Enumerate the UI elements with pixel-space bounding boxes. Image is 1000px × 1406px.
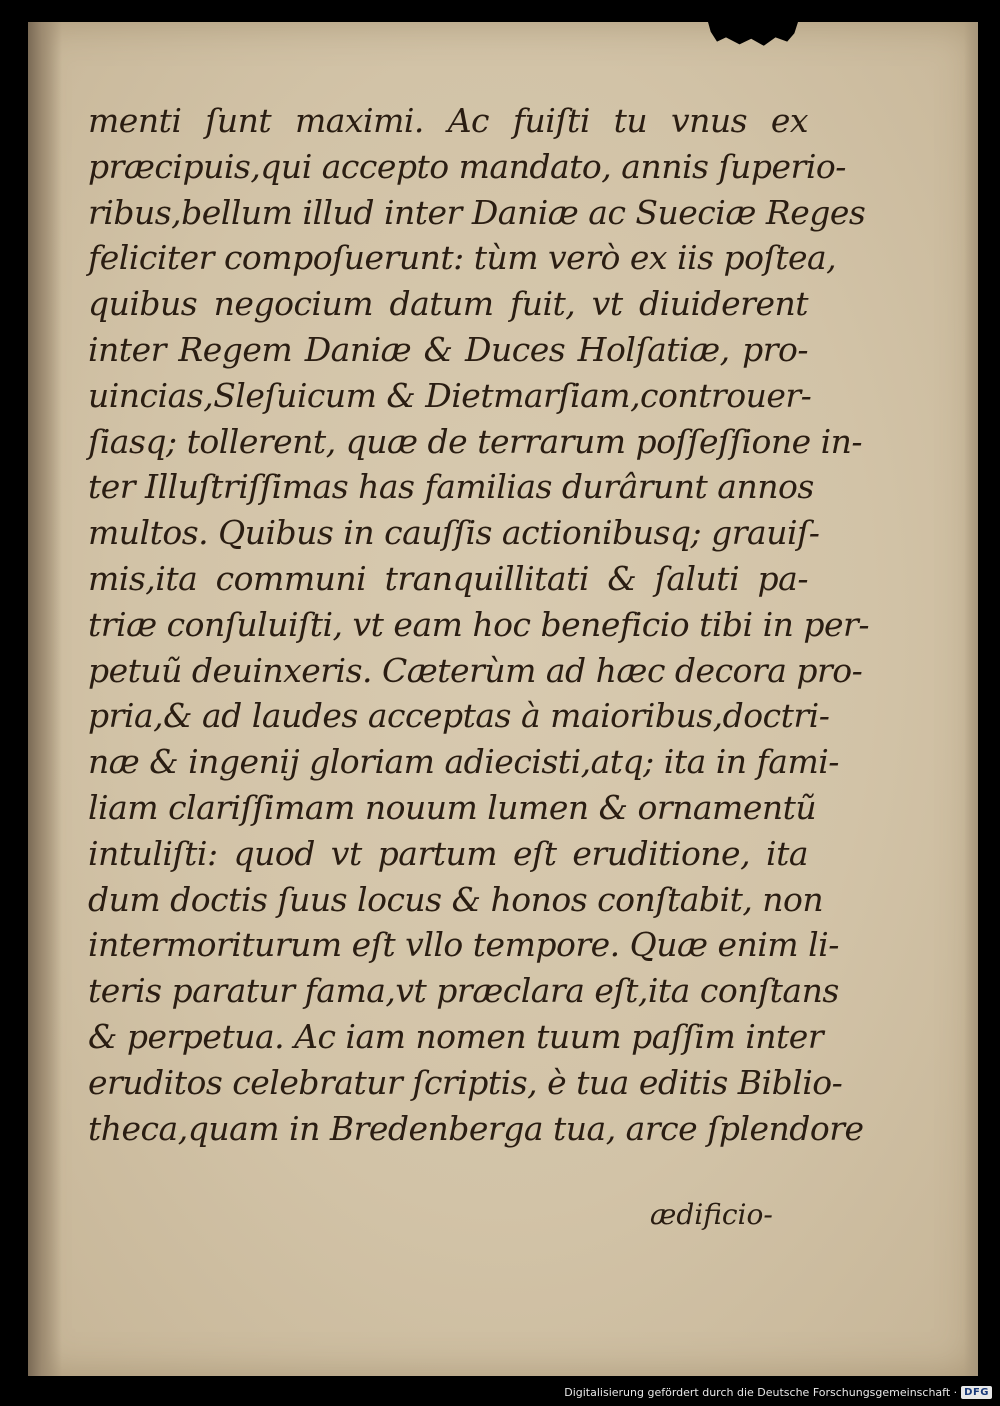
text-line: uincias,Sleſuicum & Dietmarſiam,controuer- [88,375,812,415]
credit-text: Digitalisierung gefördert durch die Deutsche Forschungsgemeinschaft · [564,1385,958,1399]
text-line: ter Illuſtriſſimas has familias durârunt annos [88,467,814,507]
text-line: multos. Quibus in cauſſis actionibusq; grauiſ- [88,513,820,553]
page-edge-shadow [964,22,978,1376]
text-line: liam clariſſimam nouum lumen & ornamentũ [88,787,817,827]
page-text [88,98,869,1151]
text-line: theca,quam in Bredenberga tua, arce ſplendore [88,1108,864,1148]
text-line: ſiasq; tollerent, quæ de terrarum poſſeſſione in- [88,421,863,461]
text-line: & perpetua. Ac iam nomen tuum paſſim inter [88,1016,824,1056]
text-line: næ & ingenij gloriam adiecisti,atq; ita in fami- [88,742,839,782]
text-line: intuliſti: quod vt partum eſt eruditione, ita [88,833,808,873]
text-line: quibus negocium datum fuit, vt diuiderent [88,284,808,324]
text-line: inter Regem Daniæ & Duces Holſatiæ, pro- [88,329,808,369]
page-tear [708,22,798,50]
text-line: præcipuis,qui accepto mandato, annis ſuperio- [88,146,846,186]
catchword: ædificio- [650,1198,773,1231]
text-line: teris paratur fama,vt præclara eſt,ita conſtans [88,971,839,1011]
text-line: feliciter compoſuerunt: tùm verò ex iis poſtea, [88,238,837,278]
text-line: triæ conſuluiſti, vt eam hoc beneficio tibi in per- [88,604,869,644]
text-line: petuũ deuinxeris. Cæterùm ad hæc decora pro- [88,650,863,690]
text-line: mis,ita communi tranquillitati & ſaluti pa- [88,558,808,598]
page-gutter-shadow [28,22,62,1376]
text-line: intermoriturum eſt vllo tempore. Quæ enim li- [88,925,839,965]
digitization-credit [564,1380,992,1404]
text-line: eruditos celebratur ſcriptis, è tua editis Biblio- [88,1062,843,1102]
text-line: ribus,bellum illud inter Daniæ ac Sueciæ Reges [88,192,866,232]
dfg-logo-icon: DFG [961,1386,992,1399]
text-line: menti ſunt maximi. Ac fuiſti tu vnus ex [88,101,808,140]
text-line: pria,& ad laudes acceptas à maioribus,doctri- [88,696,830,736]
text-line: dum doctis ſuus locus & honos conſtabit, non [88,879,824,919]
